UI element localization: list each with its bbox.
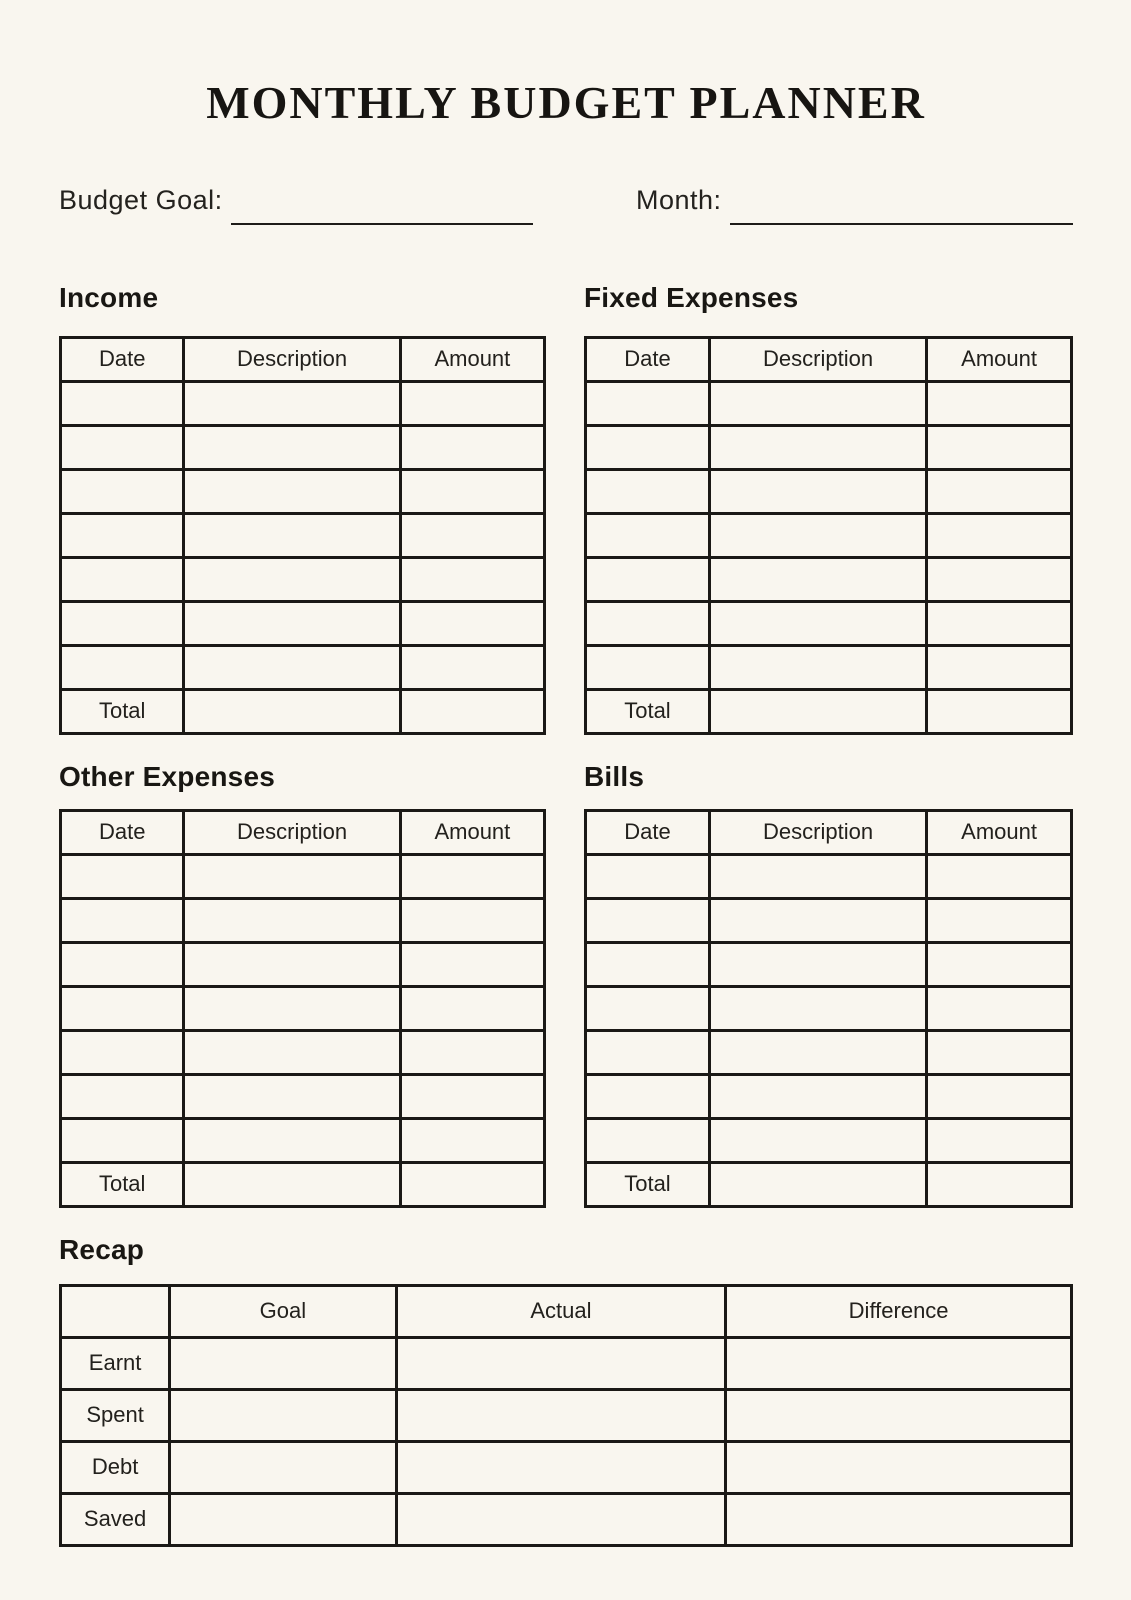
bills-header-date: Date bbox=[586, 810, 710, 854]
income-description-cell[interactable] bbox=[184, 381, 400, 425]
fixed-expenses-total-label: Total bbox=[586, 689, 710, 733]
recap-header-blank bbox=[61, 1285, 170, 1337]
other-expenses-empty-row bbox=[61, 854, 545, 898]
income-amount-cell[interactable] bbox=[400, 469, 544, 513]
other-expenses-date-cell[interactable] bbox=[61, 1030, 184, 1074]
other-expenses-empty-row bbox=[61, 898, 545, 942]
bills-empty-row bbox=[586, 854, 1072, 898]
fixed-expenses-total-description-cell[interactable] bbox=[709, 689, 926, 733]
fixed-expenses-date-cell[interactable] bbox=[586, 601, 710, 645]
bills-total-row bbox=[586, 1162, 1072, 1206]
recap-goal-cell[interactable] bbox=[170, 1441, 396, 1493]
income-date-cell[interactable] bbox=[61, 425, 184, 469]
month-input-line[interactable] bbox=[730, 223, 1073, 225]
income-header-amount: Amount bbox=[400, 337, 544, 381]
bills-date-cell[interactable] bbox=[586, 986, 710, 1030]
recap-section bbox=[59, 1234, 1073, 1547]
fixed-expenses-description-cell[interactable] bbox=[709, 645, 926, 689]
income-date-cell[interactable] bbox=[61, 469, 184, 513]
recap-row-label: Debt bbox=[61, 1441, 170, 1493]
other-expenses-description-cell[interactable] bbox=[184, 1030, 400, 1074]
budget-goal-field bbox=[59, 183, 533, 218]
income-total-row bbox=[61, 689, 545, 733]
other-expenses-date-cell[interactable] bbox=[61, 1074, 184, 1118]
bills-empty-row bbox=[586, 1030, 1072, 1074]
bills-heading: Bills bbox=[584, 760, 645, 792]
other-expenses-empty-row bbox=[61, 1118, 545, 1162]
recap-row-earnt bbox=[61, 1337, 1072, 1389]
fixed-expenses-date-cell[interactable] bbox=[586, 425, 710, 469]
income-description-cell[interactable] bbox=[184, 557, 400, 601]
fixed-expenses-empty-row bbox=[586, 557, 1072, 601]
other-expenses-date-cell[interactable] bbox=[61, 986, 184, 1030]
bills-total-amount-cell[interactable] bbox=[927, 1162, 1072, 1206]
fixed-expenses-amount-cell[interactable] bbox=[927, 469, 1072, 513]
other-expenses-header-date: Date bbox=[61, 810, 184, 854]
bills-amount-cell[interactable] bbox=[927, 986, 1072, 1030]
fixed-expenses-total-row bbox=[586, 689, 1072, 733]
other-expenses-header-row bbox=[61, 810, 545, 854]
fixed-expenses-header-date: Date bbox=[586, 337, 710, 381]
bills-amount-cell[interactable] bbox=[927, 942, 1072, 986]
income-empty-row bbox=[61, 513, 545, 557]
income-header-row bbox=[61, 337, 545, 381]
fixed-expenses-amount-cell[interactable] bbox=[927, 557, 1072, 601]
other-expenses-total-label: Total bbox=[61, 1162, 184, 1206]
bills-date-cell[interactable] bbox=[586, 1118, 710, 1162]
income-header-description: Description bbox=[184, 337, 400, 381]
fixed-expenses-empty-row bbox=[586, 469, 1072, 513]
other-expenses-date-cell[interactable] bbox=[61, 898, 184, 942]
fixed-expenses-amount-cell[interactable] bbox=[927, 645, 1072, 689]
tables-row-2 bbox=[59, 761, 1073, 1208]
income-amount-cell[interactable] bbox=[400, 601, 544, 645]
income-amount-cell[interactable] bbox=[400, 425, 544, 469]
header-fields bbox=[59, 183, 1073, 218]
fixed-expenses-amount-cell[interactable] bbox=[927, 601, 1072, 645]
bills-total-label: Total bbox=[586, 1162, 710, 1206]
bills-header-description: Description bbox=[709, 810, 926, 854]
other-expenses-heading: Other Expenses bbox=[59, 760, 275, 792]
bills-amount-cell[interactable] bbox=[927, 898, 1072, 942]
income-date-cell[interactable] bbox=[61, 645, 184, 689]
income-description-cell[interactable] bbox=[184, 601, 400, 645]
bills-empty-row bbox=[586, 942, 1072, 986]
month-field bbox=[636, 183, 1073, 218]
recap-goal-cell[interactable] bbox=[170, 1493, 396, 1545]
bills-date-cell[interactable] bbox=[586, 854, 710, 898]
other-expenses-total-amount-cell[interactable] bbox=[400, 1162, 544, 1206]
income-table bbox=[59, 336, 546, 735]
recap-table bbox=[59, 1284, 1073, 1547]
other-expenses-total-row bbox=[61, 1162, 545, 1206]
other-expenses-amount-cell[interactable] bbox=[400, 898, 544, 942]
fixed-expenses-header-amount: Amount bbox=[927, 337, 1072, 381]
recap-row-label: Saved bbox=[61, 1493, 170, 1545]
other-expenses-amount-cell[interactable] bbox=[400, 1074, 544, 1118]
other-expenses-empty-row bbox=[61, 986, 545, 1030]
other-expenses-date-cell[interactable] bbox=[61, 1118, 184, 1162]
other-expenses-date-cell[interactable] bbox=[61, 942, 184, 986]
fixed-expenses-date-cell[interactable] bbox=[586, 513, 710, 557]
bills-empty-row bbox=[586, 1118, 1072, 1162]
budget-goal-input-line[interactable] bbox=[231, 223, 533, 225]
bills-date-cell[interactable] bbox=[586, 1074, 710, 1118]
other-expenses-date-cell[interactable] bbox=[61, 854, 184, 898]
other-expenses-section bbox=[59, 761, 546, 1208]
other-expenses-amount-cell[interactable] bbox=[400, 942, 544, 986]
income-empty-row bbox=[61, 381, 545, 425]
recap-row-label: Spent bbox=[61, 1389, 170, 1441]
bills-description-cell[interactable] bbox=[709, 942, 926, 986]
bills-empty-row bbox=[586, 898, 1072, 942]
fixed-expenses-empty-row bbox=[586, 425, 1072, 469]
recap-actual-cell[interactable] bbox=[396, 1441, 726, 1493]
bills-empty-row bbox=[586, 986, 1072, 1030]
other-expenses-empty-row bbox=[61, 1030, 545, 1074]
income-empty-row bbox=[61, 601, 545, 645]
other-expenses-amount-cell[interactable] bbox=[400, 854, 544, 898]
bills-amount-cell[interactable] bbox=[927, 1074, 1072, 1118]
fixed-expenses-amount-cell[interactable] bbox=[927, 513, 1072, 557]
fixed-expenses-header-row bbox=[586, 337, 1072, 381]
income-description-cell[interactable] bbox=[184, 645, 400, 689]
fixed-expenses-date-cell[interactable] bbox=[586, 469, 710, 513]
recap-actual-cell[interactable] bbox=[396, 1389, 726, 1441]
income-header-date: Date bbox=[61, 337, 184, 381]
fixed-expenses-header-description: Description bbox=[709, 337, 926, 381]
bills-total-description-cell[interactable] bbox=[709, 1162, 926, 1206]
fixed-expenses-empty-row bbox=[586, 513, 1072, 557]
bills-date-cell[interactable] bbox=[586, 942, 710, 986]
fixed-expenses-total-amount-cell[interactable] bbox=[927, 689, 1072, 733]
income-date-cell[interactable] bbox=[61, 381, 184, 425]
income-section bbox=[59, 282, 546, 735]
bills-description-cell[interactable] bbox=[709, 1074, 926, 1118]
income-description-cell[interactable] bbox=[184, 513, 400, 557]
bills-amount-cell[interactable] bbox=[927, 854, 1072, 898]
recap-header-row bbox=[61, 1285, 1072, 1337]
recap-row-debt bbox=[61, 1441, 1072, 1493]
bills-empty-row bbox=[586, 1074, 1072, 1118]
other-expenses-amount-cell[interactable] bbox=[400, 1118, 544, 1162]
fixed-expenses-empty-row bbox=[586, 645, 1072, 689]
other-expenses-description-cell[interactable] bbox=[184, 1074, 400, 1118]
income-amount-cell[interactable] bbox=[400, 645, 544, 689]
other-expenses-description-cell[interactable] bbox=[184, 898, 400, 942]
other-expenses-amount-cell[interactable] bbox=[400, 986, 544, 1030]
month-label: Month: bbox=[636, 184, 722, 215]
other-expenses-empty-row bbox=[61, 942, 545, 986]
income-amount-cell[interactable] bbox=[400, 513, 544, 557]
recap-header-goal: Goal bbox=[170, 1285, 396, 1337]
income-heading: Income bbox=[59, 281, 159, 313]
other-expenses-total-description-cell[interactable] bbox=[184, 1162, 400, 1206]
recap-header-actual: Actual bbox=[396, 1285, 726, 1337]
fixed-expenses-section bbox=[584, 282, 1073, 735]
budget-goal-label: Budget Goal: bbox=[59, 184, 223, 215]
fixed-expenses-date-cell[interactable] bbox=[586, 645, 710, 689]
bills-description-cell[interactable] bbox=[709, 986, 926, 1030]
income-empty-row bbox=[61, 557, 545, 601]
income-total-amount-cell[interactable] bbox=[400, 689, 544, 733]
bills-description-cell[interactable] bbox=[709, 1030, 926, 1074]
income-empty-row bbox=[61, 645, 545, 689]
other-expenses-header-amount: Amount bbox=[400, 810, 544, 854]
recap-row-spent bbox=[61, 1389, 1072, 1441]
recap-difference-cell[interactable] bbox=[726, 1441, 1072, 1493]
fixed-expenses-description-cell[interactable] bbox=[709, 601, 926, 645]
bills-amount-cell[interactable] bbox=[927, 1030, 1072, 1074]
other-expenses-description-cell[interactable] bbox=[184, 854, 400, 898]
income-empty-row bbox=[61, 469, 545, 513]
recap-header-difference: Difference bbox=[726, 1285, 1072, 1337]
other-expenses-description-cell[interactable] bbox=[184, 942, 400, 986]
recap-goal-cell[interactable] bbox=[170, 1389, 396, 1441]
other-expenses-header-description: Description bbox=[184, 810, 400, 854]
bills-date-cell[interactable] bbox=[586, 1030, 710, 1074]
fixed-expenses-description-cell[interactable] bbox=[709, 469, 926, 513]
income-date-cell[interactable] bbox=[61, 513, 184, 557]
income-empty-row bbox=[61, 425, 545, 469]
bills-header-amount: Amount bbox=[927, 810, 1072, 854]
other-expenses-amount-cell[interactable] bbox=[400, 1030, 544, 1074]
fixed-expenses-description-cell[interactable] bbox=[709, 557, 926, 601]
bills-section bbox=[584, 761, 1073, 1208]
other-expenses-table bbox=[59, 809, 546, 1208]
income-amount-cell[interactable] bbox=[400, 381, 544, 425]
income-description-cell[interactable] bbox=[184, 425, 400, 469]
recap-row-label: Earnt bbox=[61, 1337, 170, 1389]
recap-row-saved bbox=[61, 1493, 1072, 1545]
income-date-cell[interactable] bbox=[61, 557, 184, 601]
fixed-expenses-empty-row bbox=[586, 381, 1072, 425]
fixed-expenses-empty-row bbox=[586, 601, 1072, 645]
bills-description-cell[interactable] bbox=[709, 1118, 926, 1162]
fixed-expenses-heading: Fixed Expenses bbox=[584, 281, 799, 313]
bills-date-cell[interactable] bbox=[586, 898, 710, 942]
recap-heading: Recap bbox=[59, 1233, 145, 1265]
bills-table bbox=[584, 809, 1073, 1208]
fixed-expenses-amount-cell[interactable] bbox=[927, 425, 1072, 469]
fixed-expenses-date-cell[interactable] bbox=[586, 557, 710, 601]
bills-header-row bbox=[586, 810, 1072, 854]
bills-description-cell[interactable] bbox=[709, 854, 926, 898]
bills-amount-cell[interactable] bbox=[927, 1118, 1072, 1162]
fixed-expenses-amount-cell[interactable] bbox=[927, 381, 1072, 425]
recap-difference-cell[interactable] bbox=[726, 1493, 1072, 1545]
income-date-cell[interactable] bbox=[61, 601, 184, 645]
recap-goal-cell[interactable] bbox=[170, 1337, 396, 1389]
page-title: MONTHLY BUDGET PLANNER bbox=[206, 77, 926, 128]
bills-description-cell[interactable] bbox=[709, 898, 926, 942]
fixed-expenses-description-cell[interactable] bbox=[709, 381, 926, 425]
other-expenses-description-cell[interactable] bbox=[184, 1118, 400, 1162]
other-expenses-empty-row bbox=[61, 1074, 545, 1118]
tables-row-1 bbox=[59, 282, 1073, 735]
recap-actual-cell[interactable] bbox=[396, 1493, 726, 1545]
other-expenses-description-cell[interactable] bbox=[184, 986, 400, 1030]
recap-actual-cell[interactable] bbox=[396, 1337, 726, 1389]
income-amount-cell[interactable] bbox=[400, 557, 544, 601]
recap-difference-cell[interactable] bbox=[726, 1389, 1072, 1441]
fixed-expenses-description-cell[interactable] bbox=[709, 425, 926, 469]
fixed-expenses-date-cell[interactable] bbox=[586, 381, 710, 425]
income-total-label: Total bbox=[61, 689, 184, 733]
income-total-description-cell[interactable] bbox=[184, 689, 400, 733]
income-description-cell[interactable] bbox=[184, 469, 400, 513]
fixed-expenses-table bbox=[584, 336, 1073, 735]
recap-difference-cell[interactable] bbox=[726, 1337, 1072, 1389]
fixed-expenses-description-cell[interactable] bbox=[709, 513, 926, 557]
